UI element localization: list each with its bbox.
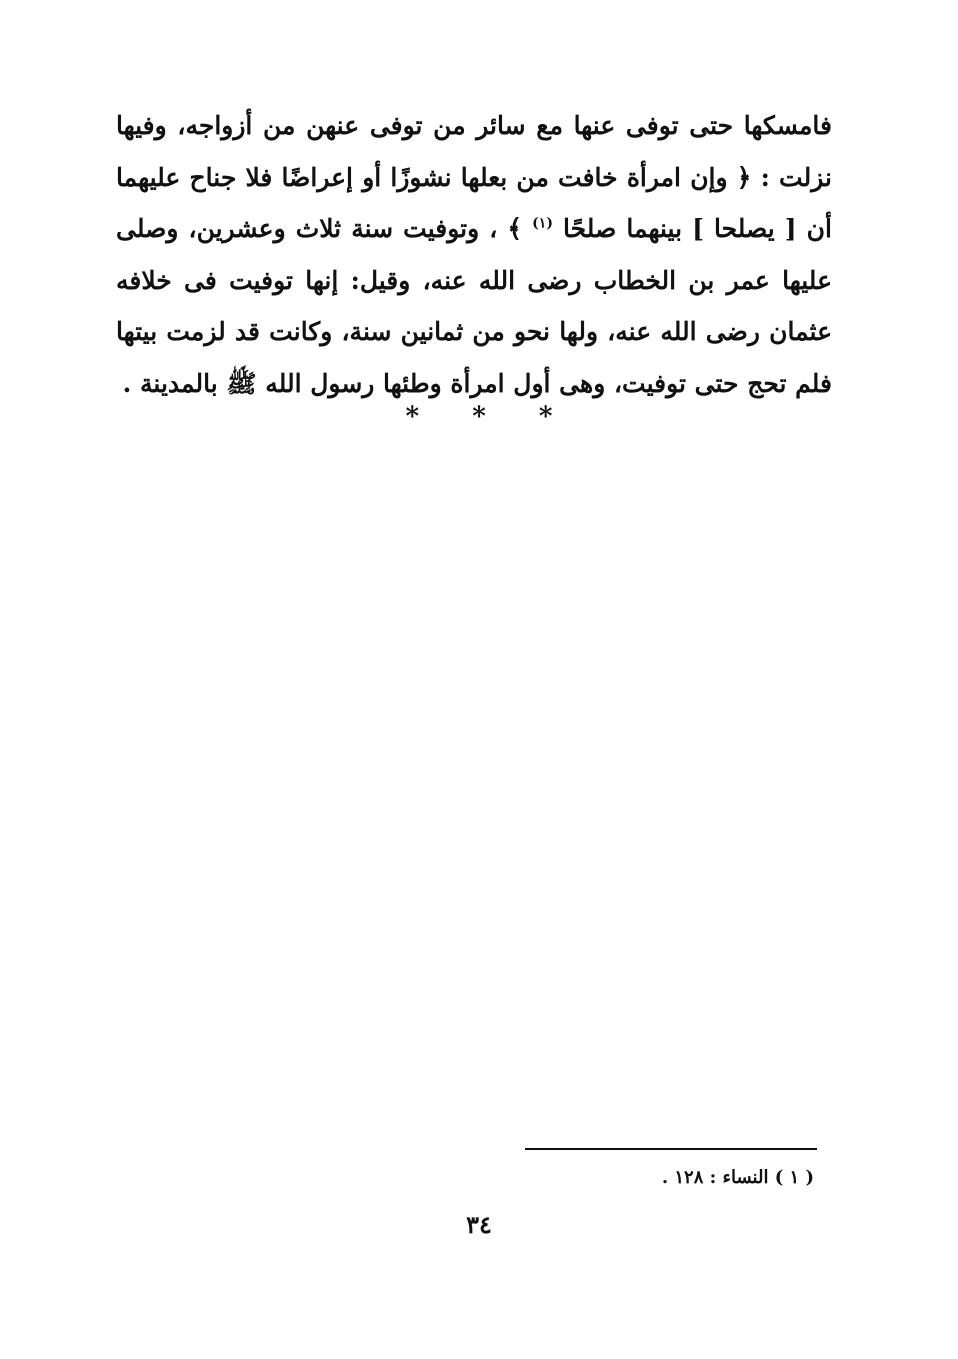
paragraph-text-rest: ، وتوفيت سنة ثلاث وعشرين، وصلى عليها عمر بن الخطاب رضى الله عنه، وقيل: إنها توفيت فى خلافه عثمان رضى الله عنه، ولها نحو من ثمانين سنة، وكانت قد لزمت بيتها فلم تحج حتى توفيت، وهى أول امرأة وطئها رسول الله ﷺ بالمدينة . (116, 214, 832, 398)
footnote-reference: (١) (532, 215, 553, 232)
section-separator: * * * (405, 402, 575, 432)
paragraph-text-intro: فامسكها حتى توفى عنها مع سائر من توفى عنهن من أزواجه، وفيها نزلت : (116, 111, 832, 192)
quran-verse: وإن امرأة خافت من بعلها نشوزًا أو إعراضًا فلا جناح عليهما أن [ يصلحا ] بينهما صلحًا (116, 162, 832, 243)
footnote-text: ( ١ ) النساء : ١٢٨ . (661, 1167, 814, 1188)
quran-close-bracket: ﴾ (507, 214, 523, 243)
footnote-divider (525, 1148, 817, 1150)
quran-open-bracket: ﴿ (736, 162, 752, 192)
main-paragraph (116, 100, 832, 409)
page-number: ٣٤ (466, 1210, 492, 1239)
